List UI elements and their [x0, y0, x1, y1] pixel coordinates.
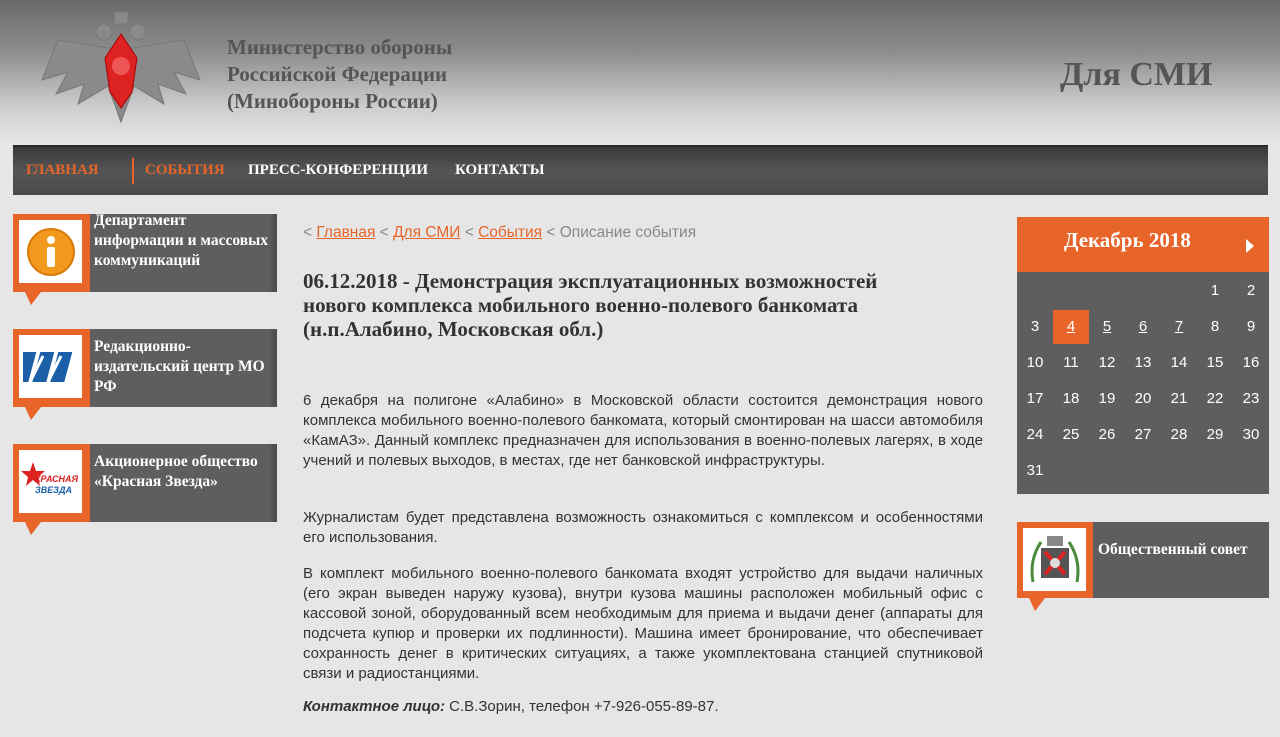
contact-info — [303, 698, 719, 715]
calendar-day: 27 — [1134, 426, 1152, 443]
krasnaya-zvezda-logo-icon — [21, 460, 81, 504]
sidebar-card-label: Департамент информации и массовых коммуникаций — [94, 212, 268, 269]
calendar-day: 8 — [1210, 318, 1220, 335]
card-icon-frame — [13, 444, 90, 522]
calendar-day: 24 — [1026, 426, 1044, 443]
sidebar-card-label: Редакционно-издательский центр МО РФ — [94, 338, 265, 395]
contact-value: С.В.Зорин, телефон +7-926-055-89-87. — [445, 698, 719, 715]
calendar-day: 30 — [1242, 426, 1260, 443]
ministry-title-line2: Российской Федерации — [227, 62, 448, 86]
public-council-label: Общественный совет — [1098, 541, 1248, 558]
calendar-day[interactable]: 5 — [1102, 318, 1112, 335]
sidebar-card-public-council[interactable] — [1017, 522, 1269, 598]
card-shade — [269, 444, 277, 522]
card-pointer — [25, 292, 41, 305]
calendar-next-arrow-icon[interactable] — [1246, 239, 1254, 253]
logo-text-krasnaya: КРАСНАЯ — [34, 473, 78, 484]
double-headed-eagle-emblem-icon[interactable] — [38, 10, 204, 128]
calendar-day: 9 — [1246, 318, 1256, 335]
main-nav — [13, 145, 1268, 195]
breadcrumb-separator: < — [303, 224, 313, 241]
calendar-day: 1 — [1210, 282, 1220, 299]
event-paragraph-1: 6 декабря на полигоне «Алабино» в Московской области состоится демонстрация нового комплекса мобильного военно-полевого банкомата, который смонтирован на шасси автомобиля «КамАЗ». Данный комплекс предназначен для использования в военно-полевых лагерях, в ходе учений и полевых выходов, в местах, где нет банковской инфраструктуры. — [303, 392, 983, 469]
event-paragraph-3: В комплект мобильного военно-полевого банкомата входят устройство для выдачи наличных (его экран выведен наружу кузова), внутри кузова машины расположен мобильный офис с кассовой зоной, оборудованный всем необходимым для приема и выдачи денег (аппараты для подсчета купюр и проверки их подлинности). Машина имеет бронирование, что обеспечивает сохранность денег в критических ситуациях, а также укомплектована станцией спутниковой связи и радиостанциями. — [303, 565, 983, 682]
calendar-day[interactable]: 4 — [1053, 310, 1089, 344]
breadcrumb-separator: < — [546, 224, 556, 241]
ministry-title — [227, 34, 452, 115]
ministry-title-line1: Министерство обороны — [227, 35, 453, 59]
card-icon-frame — [1017, 522, 1093, 598]
calendar-day: 20 — [1134, 390, 1152, 407]
logo-text-zvezda: ЗВЕЗДА — [34, 484, 72, 495]
calendar-day: 25 — [1062, 426, 1080, 443]
card-icon-frame — [13, 329, 90, 407]
nav-item-contacts[interactable]: КОНТАКТЫ — [455, 162, 545, 178]
breadcrumb-current: Описание события — [559, 224, 697, 241]
calendar-day[interactable]: 7 — [1174, 318, 1184, 335]
public-council-emblem-icon — [1027, 532, 1083, 588]
calendar-day: 11 — [1063, 354, 1079, 371]
sidebar-card-info-department[interactable] — [13, 214, 277, 292]
section-title: Для СМИ — [1060, 56, 1213, 93]
sidebar-card-krasnaya-zvezda[interactable] — [13, 444, 277, 522]
nav-item-press-conferences[interactable]: ПРЕСС-КОНФЕРЕНЦИИ — [248, 162, 429, 178]
card-pointer — [25, 522, 41, 535]
calendar-day: 16 — [1242, 354, 1260, 371]
card-icon-frame — [13, 214, 90, 292]
calendar-day: 13 — [1134, 354, 1152, 371]
breadcrumb-separator: < — [464, 224, 474, 241]
calendar-day: 19 — [1098, 390, 1116, 407]
calendar-day: 26 — [1098, 426, 1116, 443]
calendar-header — [1017, 217, 1269, 272]
event-paragraph-2: Журналистам будет представлена возможность ознакомиться с комплексом и особенностями его использования. — [303, 509, 983, 546]
nav-separator — [132, 158, 134, 184]
sidebar-card-editorial-center[interactable] — [13, 329, 277, 407]
calendar-day: 17 — [1026, 390, 1044, 407]
card-pointer — [25, 407, 41, 420]
nav-item-home[interactable]: ГЛАВНАЯ — [26, 162, 99, 178]
calendar-day: 29 — [1206, 426, 1224, 443]
card-shade — [269, 329, 277, 407]
nav-item-events[interactable]: СОБЫТИЯ — [145, 162, 225, 178]
sidebar-card-label: Акционерное общество «Красная Звезда» — [94, 453, 258, 490]
card-shade — [269, 214, 277, 292]
calendar-day: 15 — [1206, 354, 1224, 371]
contact-label: Контактное лицо: — [303, 698, 445, 715]
calendar-grid — [1017, 272, 1269, 494]
site-header — [0, 0, 1280, 145]
breadcrumb-link-events[interactable]: События — [478, 224, 543, 241]
breadcrumb-link-smi[interactable]: Для СМИ — [393, 224, 461, 241]
breadcrumb-link-home[interactable]: Главная — [316, 224, 376, 241]
card-pointer — [1029, 598, 1045, 611]
event-title: 06.12.2018 - Демонстрация эксплуатационных возможностей нового комплекса мобильного военно-полевого банкомата (н.п.Алабино, Московская обл.) — [303, 269, 878, 341]
ministry-title-line3: (Минобороны России) — [227, 89, 438, 113]
calendar-day: 12 — [1098, 354, 1116, 371]
calendar-day: 31 — [1026, 462, 1044, 479]
calendar-day: 28 — [1170, 426, 1188, 443]
calendar-day: 23 — [1242, 390, 1260, 407]
breadcrumb — [303, 224, 696, 242]
breadcrumb-separator: < — [379, 224, 389, 241]
calendar-day: 3 — [1030, 318, 1040, 335]
calendar-day: 22 — [1206, 390, 1224, 407]
calendar-day: 10 — [1026, 354, 1044, 371]
info-icon — [26, 227, 76, 277]
calendar-month-title: Декабрь 2018 — [1064, 228, 1191, 252]
ric-logo-icon — [23, 342, 79, 392]
calendar-day[interactable]: 6 — [1138, 318, 1148, 335]
calendar-day: 21 — [1170, 390, 1188, 407]
calendar-day: 2 — [1246, 282, 1256, 299]
calendar-day: 14 — [1170, 354, 1188, 371]
calendar-day: 18 — [1062, 390, 1080, 407]
